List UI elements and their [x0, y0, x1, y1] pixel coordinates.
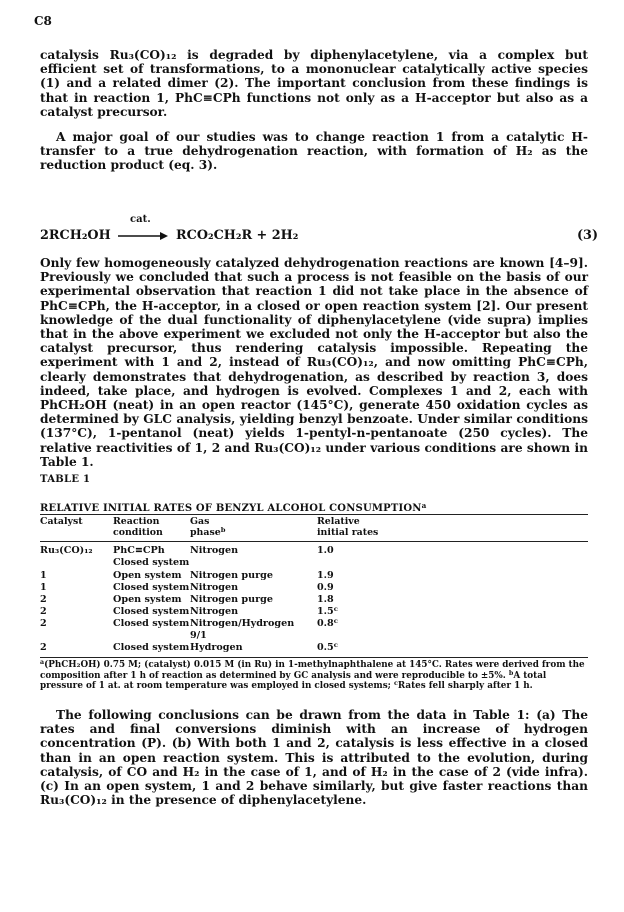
row-3-rate: 1.8: [317, 594, 334, 605]
row-6-rate: 0.5: [317, 642, 334, 653]
row-6-catalyst: 2: [40, 642, 47, 653]
paragraph-intro: catalysis Ru₃(CO)₁₂ is degraded by diphenylacetylene, via a complex but efficient set of transformations, to a mononuclear catalytically active species (1) and a related dimer (2). The important conclusion from these findings is that in reaction 1, PhC≡CPh functions not only as a H-acceptor but also as a catalyst precursor.: [40, 48, 588, 119]
row-2-gas: Nitrogen: [190, 582, 239, 593]
header-catalyst: Catalyst: [40, 516, 83, 527]
footnote-c: Rates fell sharply after 1 h.: [397, 681, 533, 691]
header-gas-mark: b: [220, 525, 226, 534]
header-gas-line2: phase: [190, 527, 221, 538]
row-5-condition: Closed system: [113, 618, 190, 629]
row-6-rate-cell: [317, 642, 338, 654]
row-0-rate: 1.0: [317, 545, 334, 556]
row-0-gas: Nitrogen: [190, 545, 239, 556]
table-header-rule: [40, 541, 588, 542]
row-0-catalyst: Ru₃(CO)₁₂: [40, 545, 93, 556]
table-label: TABLE 1: [40, 474, 91, 485]
header-condition-line2: condition: [113, 527, 163, 538]
row-6-rate-mark: c: [333, 640, 338, 649]
row-3-gas: Nitrogen purge: [190, 594, 273, 605]
row-4-rate-cell: [317, 606, 338, 618]
footnote-b: A total pressure of 1 at. at room temperature was employed in closed systems;: [40, 670, 547, 691]
header-condition: [113, 516, 163, 538]
row-4-condition: Closed system: [113, 606, 190, 617]
header-gas-phase: [190, 516, 225, 538]
row-6-condition: Closed system: [113, 642, 190, 653]
paragraph-goal: A major goal of our studies was to change reaction 1 from a catalytic H-transfer to a true dehydrogenation reaction, with formation of H₂ as the reduction product (eq. 3).: [40, 130, 588, 173]
table-footnotes: [40, 660, 592, 692]
table-bottom-rule: [40, 657, 588, 658]
row-5-catalyst: 2: [40, 618, 47, 629]
paragraph-dehydrogenation: Only few homogeneously catalyzed dehydrogenation reactions are known [4–9]. Previously we concluded that such a process is not feasible on the basis of our experimental observation that reaction 1 did not take place in the absence of PhC≡CPh, the H-acceptor, in a closed or open reaction system [2]. Our present knowledge of the dual functionality of diphenylacetylene (vide supra) implies that in the above experiment we excluded not only the H-acceptor but also the catalyst precursor, thus rendering catalysis impossible. Repeating the experiment with 1 and 2, instead of Ru₃(CO)₁₂, and now omitting PhC≡CPh, clearly demonstrates that dehydrogenation, as described by reaction 3, does indeed, take place, and hydrogen is evolved. Complexes 1 and 2, each with PhCH₂OH (neat) in an open reactor (145°C), generate 450 oxidation cycles as determined by GLC analysis, yielding benzyl benzoate. Under similar conditions (137°C), 1-pentanol (neat) yields 1-pentyl-n-pentanoate (250 cycles). The relative reactivities of 1, 2 and Ru₃(CO)₁₂ under various conditions are shown in Table 1.: [40, 256, 588, 469]
reaction-arrow: [116, 214, 168, 244]
header-gas-line1: Gas: [190, 516, 210, 527]
header-condition-line1: Reaction: [113, 516, 160, 527]
row-3-catalyst: 2: [40, 594, 47, 605]
row-2-condition: Closed system: [113, 582, 190, 593]
equation-rhs: RCO₂CH₂R + 2H₂: [176, 228, 299, 243]
table-caption-text: RELATIVE INITIAL RATES OF BENZYL ALCOHOL CONSUMPTION: [40, 503, 422, 514]
equation-3: [40, 214, 598, 248]
row-5-gas: Nitrogen/Hydrogen: [190, 618, 295, 629]
row-0-condition: PhC≡CPh: [113, 545, 165, 556]
footnote-c-mark: c: [394, 680, 398, 688]
row-2-rate: 0.9: [317, 582, 334, 593]
row-5-rate-mark: c: [333, 616, 338, 625]
header-rate: [317, 516, 378, 538]
row-6-gas: Hydrogen: [190, 642, 243, 653]
footnote-a: (PhCH₂OH) 0.75 M; (catalyst) 0.015 M (in Ru) in 1-methylnaphthalene at 145°C. Rates were derived from the composition after 1 h of reaction as determined by GC analysis and were reproducible to ±5%.: [40, 660, 585, 681]
row-1-condition: Open system: [113, 570, 182, 581]
header-rate-line2: initial rates: [317, 527, 379, 538]
row-1-gas: Nitrogen purge: [190, 570, 273, 581]
table-caption-mark: a: [421, 500, 427, 510]
row-5-rate: 0.8: [317, 618, 334, 629]
header-gas-line2-wrap: [190, 527, 225, 538]
row-4-catalyst: 2: [40, 606, 47, 617]
equation-number: (3): [576, 228, 598, 243]
row-4-rate: 1.5: [317, 606, 334, 617]
arrow-icon: [116, 214, 168, 244]
row-5-rate-cell: [317, 618, 338, 630]
row-0-condition2: Closed system: [113, 557, 190, 568]
table-caption: [40, 500, 427, 514]
equation-lhs: 2RCH₂OH: [40, 228, 111, 243]
footnote-b-mark: b: [508, 669, 514, 677]
row-1-catalyst: 1: [40, 570, 47, 581]
page-number: C8: [34, 14, 52, 28]
row-3-condition: Open system: [113, 594, 182, 605]
header-rate-line1: Relative: [317, 516, 360, 527]
equation-catalyst: cat.: [130, 214, 151, 225]
row-5-gas2: 9/1: [190, 630, 207, 641]
footnote-a-mark: a: [40, 659, 45, 667]
table-top-rule: [40, 514, 588, 515]
paragraph-conclusions: The following conclusions can be drawn from the data in Table 1: (a) The rates and final conversions diminish with an increase of hydrogen concentration (P). (b) With both 1 and 2, catalysis is less effective in a closed than in an open reaction system. This is attributed to the evolution, during catalysis, of CO and H₂ in the case of 1, and of H₂ in the case of 2 (vide infra). (c) In an open system, 1 and 2 behave similarly, but give faster reactions than Ru₃(CO)₁₂ in the presence of diphenylacetylene.: [40, 708, 588, 808]
row-2-catalyst: 1: [40, 582, 47, 593]
row-1-rate: 1.9: [317, 570, 334, 581]
row-4-rate-mark: c: [333, 604, 338, 613]
row-4-gas: Nitrogen: [190, 606, 239, 617]
